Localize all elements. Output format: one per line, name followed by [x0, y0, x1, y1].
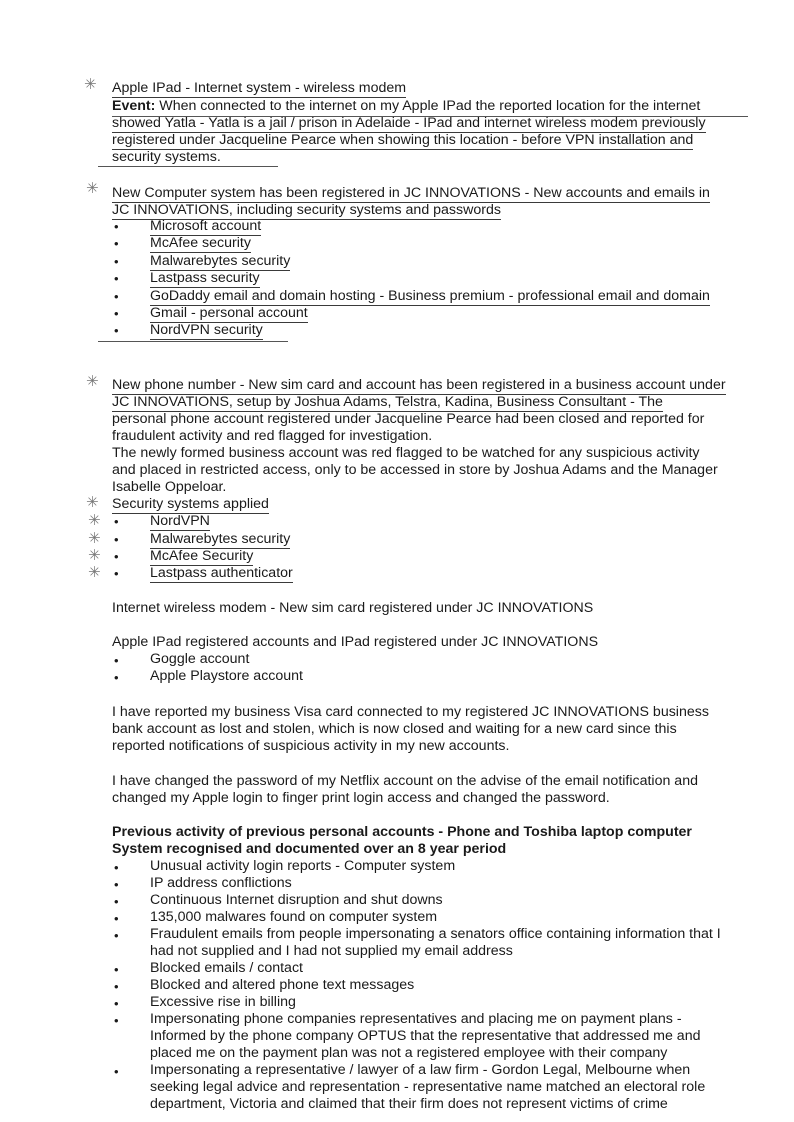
list-item: Unusual activity login reports - Computer system — [150, 858, 456, 874]
bullet: • — [114, 962, 119, 977]
list-item: NordVPN security — [150, 322, 263, 338]
section1-title: Apple IPad - Internet system - wireless modem — [112, 80, 407, 96]
bullet: • — [114, 670, 119, 685]
visa-line: I have reported my business Visa card connected to my registered JC INNOVATIONS business — [112, 704, 709, 720]
handwritten-star-mark: ✳ — [86, 180, 99, 197]
handwritten-star-mark: ✳ — [84, 76, 97, 93]
handwritten-star-mark: ✳ — [86, 373, 99, 390]
bullet: • — [114, 860, 119, 875]
bullet: • — [114, 1013, 119, 1028]
list-item-continuation: placed me on the payment plan was not a registered employee with their company — [150, 1045, 668, 1061]
section1-event-line — [112, 98, 700, 115]
list-item: Continuous Internet disruption and shut downs — [150, 892, 443, 908]
handwritten-star-mark: ✳ — [86, 494, 99, 511]
section3-line: JC INNOVATIONS, setup by Joshua Adams, Telstra, Kadina, Business Consultant - The — [112, 394, 663, 410]
list-item: McAfee Security — [150, 548, 254, 564]
list-item: IP address conflictions — [150, 875, 292, 891]
list-item: Malwarebytes security — [150, 531, 291, 547]
list-item: Blocked emails / contact — [150, 960, 303, 976]
list-item: Gmail - personal account — [150, 305, 308, 321]
bullet: • — [114, 549, 119, 564]
bullet: • — [114, 306, 119, 321]
list-item: Lastpass authenticator — [150, 565, 293, 581]
list-item-continuation: had not supplied and I had not supplied my email address — [150, 943, 513, 959]
bullet: • — [114, 289, 119, 304]
section1-line: registered under Jacqueline Pearce when showing this location - before VPN installation and — [112, 132, 694, 148]
bullet: • — [114, 219, 119, 234]
section2-line: New Computer system has been registered in JC INNOVATIONS - New accounts and emails in — [112, 185, 710, 201]
security-heading: Security systems applied — [112, 496, 269, 512]
bullet: • — [114, 254, 119, 269]
bullet: • — [114, 911, 119, 926]
netflix-line: changed my Apple login to finger print login access and changed the password. — [112, 790, 610, 806]
visa-line: bank account as lost and stolen, which is now closed and waiting for a new card since this — [112, 721, 677, 737]
previous-heading: Previous activity of previous personal accounts - Phone and Toshiba laptop computer — [112, 824, 692, 840]
event-label: Event: — [112, 98, 156, 114]
bullet: • — [114, 877, 119, 892]
list-item-continuation: department, Victoria and claimed that their firm does not represent victims of crime — [150, 1096, 668, 1112]
bullet: • — [114, 271, 119, 286]
handwritten-star-mark: ✳ — [88, 530, 101, 547]
bullet: • — [114, 323, 119, 338]
section3-line: personal phone account registered under Jacqueline Pearce had been closed and reported for — [112, 411, 705, 427]
bullet: • — [114, 979, 119, 994]
list-item: 135,000 malwares found on computer system — [150, 909, 438, 925]
bullet: • — [114, 532, 119, 547]
underline-rule — [98, 166, 278, 167]
section1-line: showed Yatla - Yatla is a jail / prison in Adelaide - IPad and internet wireless modem previously — [112, 115, 706, 131]
section3-line: The newly formed business account was red flagged to be watched for any suspicious activity — [112, 445, 700, 461]
list-item-continuation: Informed by the phone company OPTUS that the representative that addressed me and — [150, 1028, 701, 1044]
list-item: Impersonating a representative / lawyer of a law firm - Gordon Legal, Melbourne when — [150, 1062, 691, 1078]
list-item-continuation: seeking legal advice and representation - representative name matched an electoral role — [150, 1079, 706, 1095]
bullet: • — [114, 653, 119, 668]
bullet: • — [114, 894, 119, 909]
section3-line: and placed in restricted access, only to be accessed in store by Joshua Adams and the Manager — [112, 462, 718, 478]
list-item: McAfee security — [150, 235, 251, 251]
modem-line: Internet wireless modem - New sim card registered under JC INNOVATIONS — [112, 600, 594, 616]
section3-line: New phone number - New sim card and account has been registered in a business account under — [112, 377, 726, 393]
handwritten-star-mark: ✳ — [88, 547, 101, 564]
bullet: • — [114, 236, 119, 251]
netflix-line: I have changed the password of my Netflix account on the advise of the email notification and — [112, 773, 698, 789]
section1-line: security systems. — [112, 149, 221, 165]
list-item: Microsoft account — [150, 218, 262, 234]
list-item: Impersonating phone companies representatives and placing me on payment plans - — [150, 1011, 682, 1027]
ipad-line: Apple IPad registered accounts and IPad registered under JC INNOVATIONS — [112, 634, 599, 650]
bullet: • — [114, 514, 119, 529]
list-item: Malwarebytes security — [150, 253, 291, 269]
list-item: Fraudulent emails from people impersonating a senators office containing information that I — [150, 926, 721, 942]
list-item: Blocked and altered phone text messages — [150, 977, 415, 993]
section3-line: fraudulent activity and red flagged for investigation. — [112, 428, 433, 444]
bullet: • — [114, 996, 119, 1011]
list-item: Apple Playstore account — [150, 668, 304, 684]
bullet: • — [114, 1064, 119, 1079]
underline-rule — [98, 341, 288, 342]
handwritten-star-mark: ✳ — [88, 564, 101, 581]
section1-line: When connected to the internet on my Apple IPad the reported location for the internet — [155, 98, 701, 114]
list-item: Lastpass security — [150, 270, 260, 286]
list-item: NordVPN — [150, 513, 210, 529]
section3-line: Isabelle Oppeloar. — [112, 479, 227, 495]
visa-line: reported notifications of suspicious activity in my new accounts. — [112, 738, 510, 754]
bullet: • — [114, 928, 119, 943]
bullet: • — [114, 566, 119, 581]
previous-heading: System recognised and documented over an 8 year period — [112, 841, 507, 857]
list-item: Goggle account — [150, 651, 250, 667]
handwritten-star-mark: ✳ — [88, 512, 101, 529]
list-item: Excessive rise in billing — [150, 994, 296, 1010]
list-item: GoDaddy email and domain hosting - Business premium - professional email and domain — [150, 288, 710, 304]
section2-line: JC INNOVATIONS, including security systems and passwords — [112, 202, 501, 218]
